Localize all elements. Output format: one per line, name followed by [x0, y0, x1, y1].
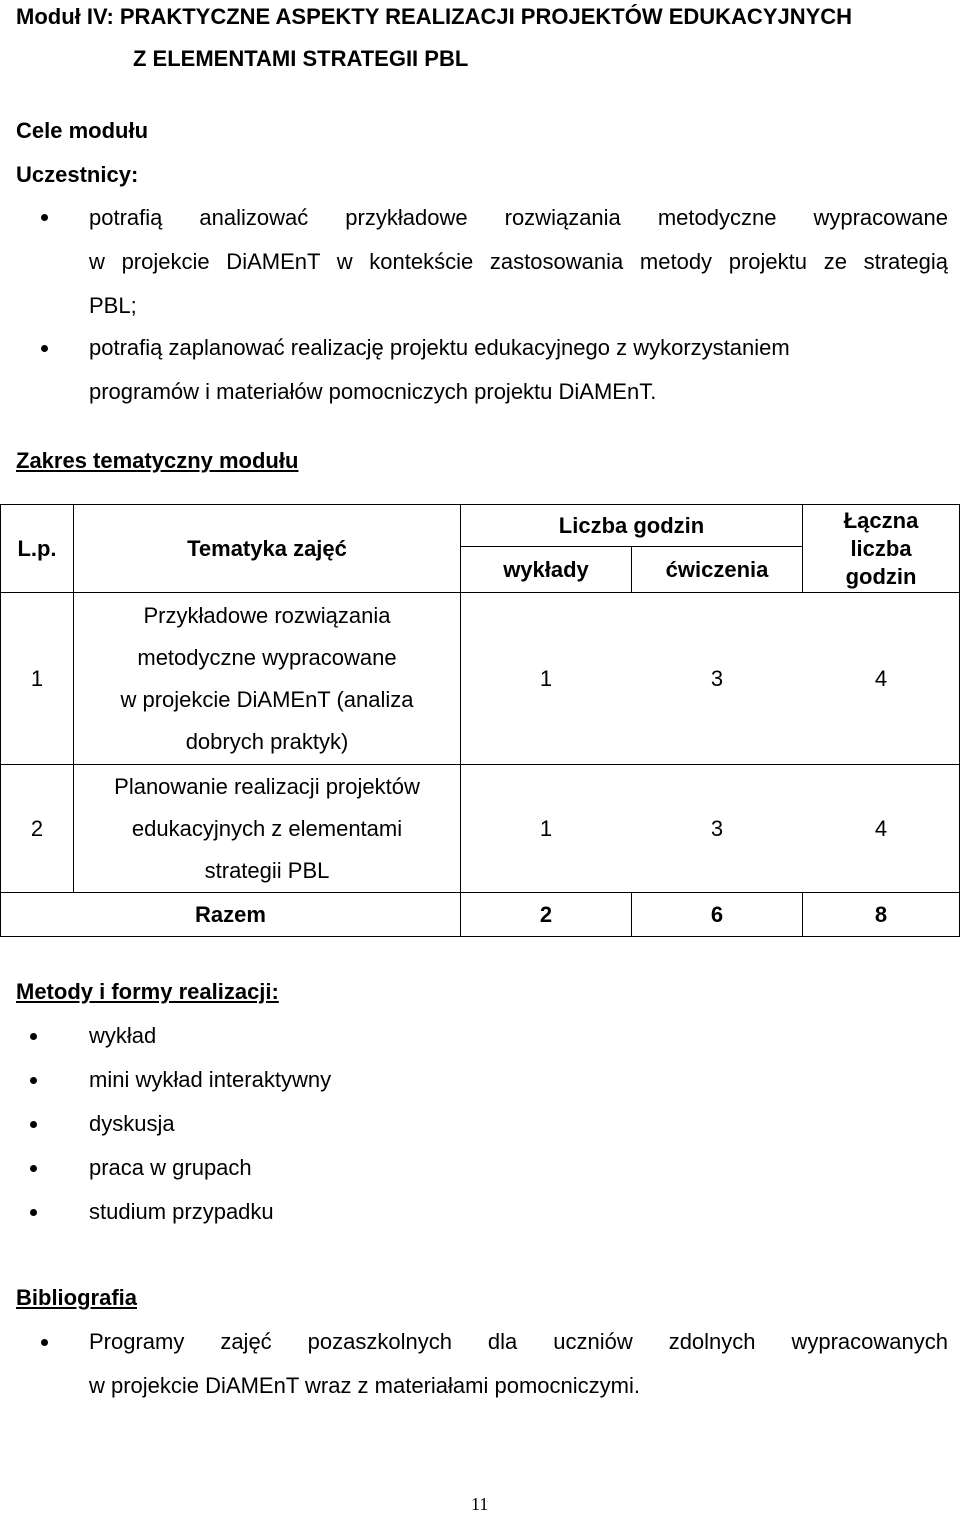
bullet-icon	[30, 1033, 37, 1040]
row-1-total: 4	[803, 593, 960, 765]
row-1-exercises: 3	[632, 593, 803, 765]
row-1-topic-line: dobrych praktyk)	[185, 728, 349, 754]
header-lectures: wykłady	[461, 547, 632, 593]
method-item: dyskusja	[89, 1111, 175, 1136]
method-item: praca w grupach	[89, 1155, 252, 1180]
summary-lectures: 2	[461, 893, 632, 937]
header-total-line-3: godzin	[845, 563, 917, 589]
header-hours-group: Liczba godzin	[461, 505, 803, 547]
method-item: wykład	[89, 1023, 157, 1048]
summary-exercises: 6	[632, 893, 803, 937]
page-title-line-2: Z ELEMENTAMI STRATEGII PBL	[133, 46, 469, 71]
goal-item-2-line-1: potrafią zaplanować realizację projektu edukacyjnego z wykorzystaniem	[89, 335, 790, 360]
bullet-icon	[41, 345, 48, 352]
row-1-lp: 1	[1, 593, 74, 765]
header-total-line-1: Łączna	[843, 507, 919, 533]
method-item: mini wykład interaktywny	[89, 1067, 332, 1092]
header-total-line-2: liczba	[850, 535, 912, 561]
row-2-total: 4	[803, 765, 960, 893]
goal-item-1-line-2: w projekcie DiAMEnT w kontekście zastosowania metody projektu ze strategią	[89, 249, 948, 274]
row-1-topic-line: Przykładowe rozwiązania	[143, 602, 391, 628]
row-2-topic-line: strategii PBL	[204, 857, 330, 883]
bullet-icon	[30, 1165, 37, 1172]
goals-heading: Cele modułu	[16, 118, 149, 143]
row-2-lp: 2	[1, 765, 74, 893]
bibliography-item-line-1: Programy zajęć pozaszkolnych dla uczniów zdolnych wypracowanych	[89, 1329, 948, 1354]
row-1-lectures: 1	[461, 593, 632, 765]
header-exercises: ćwiczenia	[632, 547, 803, 593]
scope-heading: Zakres tematyczny modułu	[16, 448, 299, 473]
topics-table	[0, 504, 960, 937]
row-2-lectures: 1	[461, 765, 632, 893]
bibliography-heading: Bibliografia	[16, 1285, 138, 1310]
header-topic: Tematyka zajęć	[74, 505, 461, 593]
bullet-icon	[30, 1121, 37, 1128]
row-1-topic	[74, 593, 461, 765]
table-row	[1, 765, 960, 893]
goal-item-1-line-3: PBL;	[89, 293, 137, 318]
summary-total: 8	[803, 893, 960, 937]
row-2-topic-line: edukacyjnych z elementami	[131, 815, 403, 841]
bullet-icon	[41, 1339, 48, 1346]
participants-label: Uczestnicy:	[16, 162, 139, 187]
summary-label: Razem	[1, 893, 461, 937]
goal-item-2-line-2: programów i materiałów pomocniczych projektu DiAMEnT.	[89, 379, 657, 404]
table-summary-row	[1, 893, 960, 937]
methods-heading: Metody i formy realizacji:	[16, 979, 279, 1004]
method-item: studium przypadku	[89, 1199, 274, 1224]
page-number: 11	[471, 1494, 489, 1514]
header-lp: L.p.	[1, 505, 74, 593]
row-2-topic	[74, 765, 461, 893]
header-total	[803, 505, 960, 593]
row-1-topic-line: w projekcie DiAMEnT (analiza	[120, 686, 414, 712]
row-2-topic-line: Planowanie realizacji projektów	[114, 773, 420, 799]
page-title-line-1: Moduł IV: PRAKTYCZNE ASPEKTY REALIZACJI PROJEKTÓW EDUKACYJNYCH	[16, 4, 853, 29]
table-row	[1, 593, 960, 765]
bullet-icon	[41, 214, 48, 221]
row-1-topic-line: metodyczne wypracowane	[137, 644, 397, 670]
row-2-exercises: 3	[632, 765, 803, 893]
goal-item-1-line-1: potrafią analizować przykładowe rozwiązania metodyczne wypracowane	[89, 205, 948, 230]
bullet-icon	[30, 1077, 37, 1084]
bullet-icon	[30, 1209, 37, 1216]
bibliography-item-line-2: w projekcie DiAMEnT wraz z materiałami pomocniczymi.	[89, 1373, 640, 1398]
